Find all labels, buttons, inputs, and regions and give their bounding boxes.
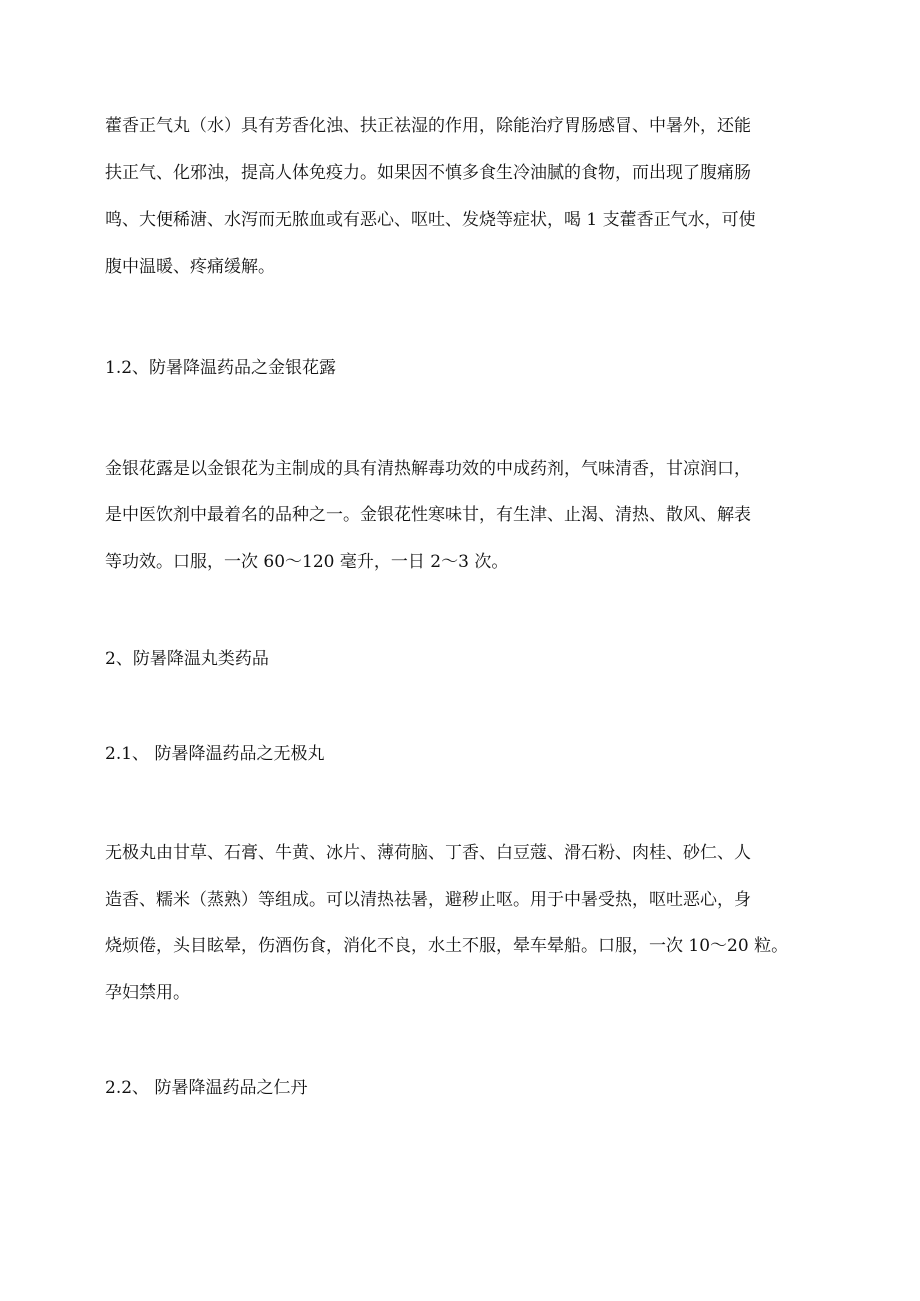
paragraph-line: 孕妇禁用。 [105,983,190,1003]
paragraph-line: 烧烦倦，头目眩晕，伤酒伤食，消化不良，水土不服，晕车晕船。口服，一次 10～20 粒。 [105,936,789,956]
paragraph-line: 造香、糯米（蒸熟）等组成。可以清热祛暑，避秽止呕。用于中暑受热，呕吐恶心，身 [105,890,751,910]
paragraph-line: 无极丸由甘草、石膏、牛黄、冰片、薄荷脑、丁香、白豆蔻、滑石粉、肉桂、砂仁、人 [105,843,751,863]
paragraph-line: 腹中温暖、疼痛缓解。 [105,257,275,277]
section-heading-2-2: 2.2、 防暑降温药品之仁丹 [105,1078,308,1098]
paragraph-line: 扶正气、化邪浊，提高人体免疫力。如果因不慎多食生冷油腻的食物，而出现了腹痛肠 [105,163,751,183]
section-heading-1-2: 1.2、防暑降温药品之金银花露 [105,358,337,378]
paragraph-line: 鸣、大便稀溏、水泻而无脓血或有恶心、呕吐、发烧等症状，喝 1 支藿香正气水，可使 [105,210,756,230]
section-heading-2: 2、防暑降温丸类药品 [105,649,269,669]
section-heading-2-1: 2.1、 防暑降温药品之无极丸 [105,744,325,764]
paragraph-line: 藿香正气丸（水）具有芳香化浊、扶正祛湿的作用，除能治疗胃肠感冒、中暑外，还能 [105,116,751,136]
paragraph-line: 是中医饮剂中最着名的品种之一。金银花性寒味甘，有生津、止渴、清热、散风、解表 [105,505,751,525]
paragraph-line: 金银花露是以金银花为主制成的具有清热解毒功效的中成药剂，气味清香，甘凉润口， [105,459,751,479]
paragraph-line: 等功效。口服，一次 60～120 毫升，一日 2～3 次。 [105,552,509,572]
